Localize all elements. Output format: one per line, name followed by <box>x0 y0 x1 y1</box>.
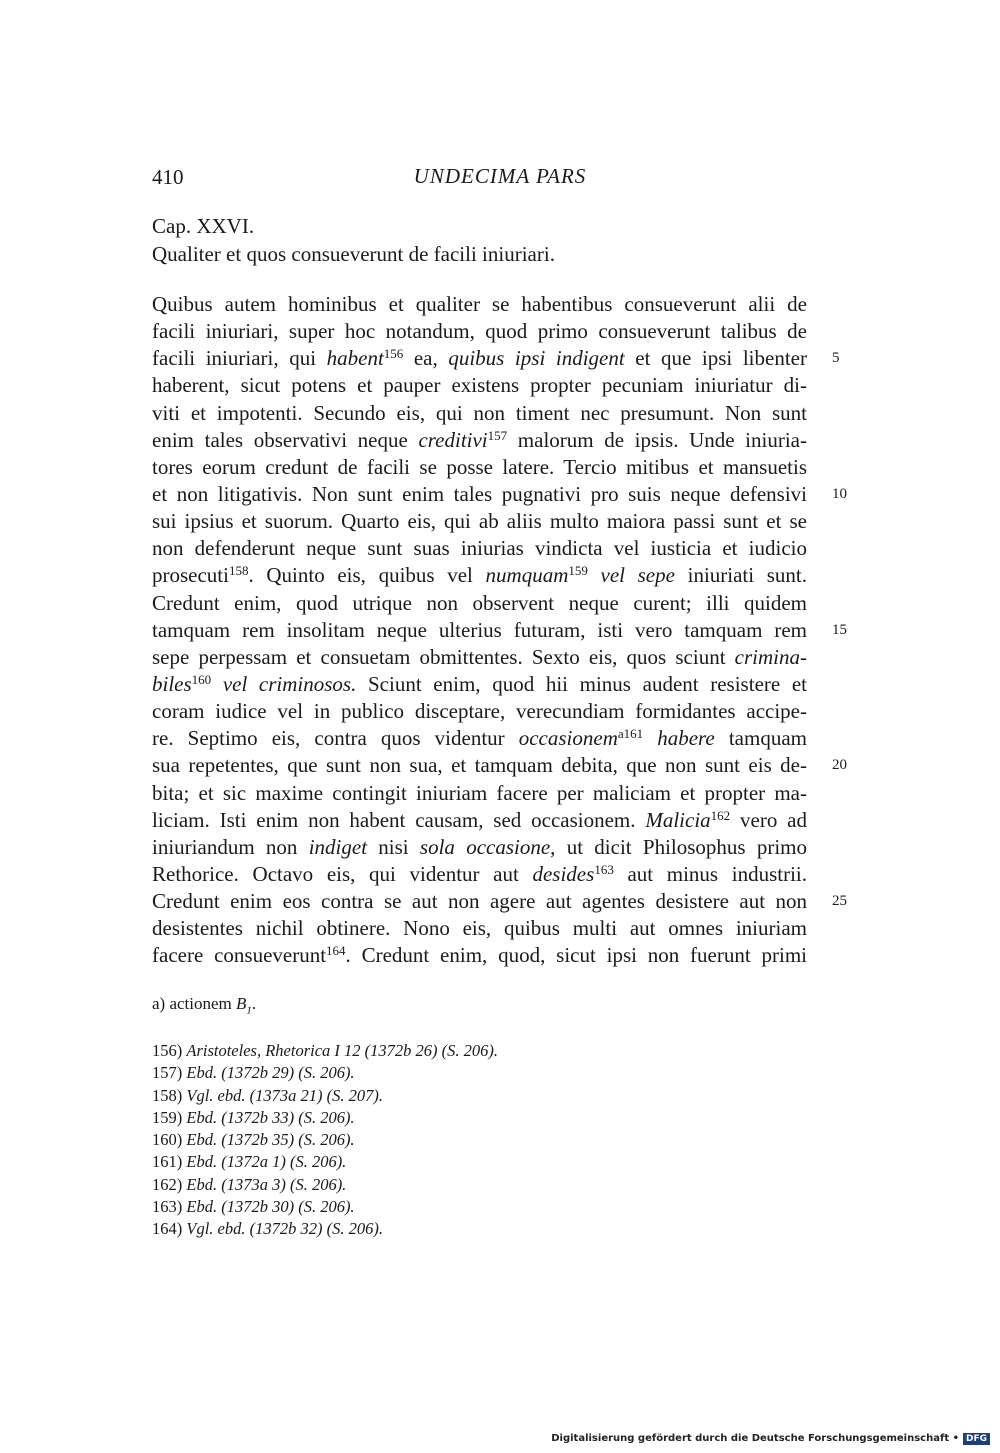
text-line: tamquam rem insolitam neque ulterius futuram, isti vero tamquam rem 15 <box>152 617 807 644</box>
chapter-title: Qualiter et quos consueverunt de facili iniuriari. <box>152 242 555 266</box>
digitization-credit: Digitalisierung gefördert durch die Deutsche Forschungsgemeinschaft • DFG <box>551 1433 990 1445</box>
text-line: haberent, sicut potens et pauper existens propter pecuniam iniuriatur di- <box>152 373 807 398</box>
text-line: tores eorum credunt de facili se posse latere. Tercio mitibus et mansuetis <box>152 454 807 479</box>
footnote: 164) Vgl. ebd. (1372b 32) (S. 206). <box>152 1219 383 1239</box>
body-text <box>152 291 847 970</box>
footnote: 163) Ebd. (1372b 30) (S. 206). <box>152 1197 355 1217</box>
footnote: 160) Ebd. (1372b 35) (S. 206). <box>152 1130 355 1150</box>
line-number: 5 <box>832 350 840 367</box>
variant-note: a) actionem $B_1$. <box>152 994 257 1017</box>
footnote: 162) Ebd. (1373a 3) (S. 206). <box>152 1174 347 1194</box>
text-line: sua repetentes, que sunt non sua, et tamquam debita, que non sunt eis de- 20 <box>152 752 807 779</box>
line-number: 10 <box>832 485 847 502</box>
line-number: 25 <box>832 893 847 910</box>
text-line: facere consueverunt$^{164}$. Credunt enim, quod, sicut ipsi non fuerunt primi <box>152 943 808 968</box>
text-line: facili iniuriari, super hoc notandum, quod primo consueverunt talibus de <box>152 319 807 344</box>
text-line: viti et impotenti. Secundo eis, qui non timent nec presumunt. Non sunt <box>152 400 807 425</box>
footnote: 158) Vgl. ebd. (1373a 21) (S. 207). <box>152 1085 383 1105</box>
page-number: 410 <box>152 165 184 189</box>
text-line: desistentes nichil obtinere. Nono eis, quibus multi aut omnes iniuriam <box>152 916 807 941</box>
text-line: biles$^{160}$ vel criminosos. Sciunt enim, quod hii minus audent resistere et <box>152 671 807 696</box>
text-line: iniuriandum non indiget nisi sola occasione, ut dicit Philosophus primo <box>152 834 808 859</box>
footnote: 159) Ebd. (1372b 33) (S. 206). <box>152 1107 355 1127</box>
footnote: 161) Ebd. (1372a 1) (S. 206). <box>152 1152 347 1172</box>
text-line: et non litigativis. Non sunt enim tales pugnativi pro suis neque defensivi 10 <box>152 481 807 508</box>
text-line: sepe perpessam et consuetam obmittentes. Sexto eis, quos sciunt crimina- <box>152 644 807 669</box>
footnote: 156) Aristoteles, Rhetorica I 12 (1372b 26) (S. 206). <box>152 1041 498 1060</box>
text-line: Credunt enim eos contra se aut non agere aut agentes desistere aut non 25 <box>152 888 807 915</box>
text-line: facili iniuriari, qui habent$^{156}$ ea, quibus ipsi indigent et que ipsi libenter 5 <box>152 345 807 372</box>
line-number: 15 <box>832 621 847 638</box>
footnotes <box>152 1040 498 1241</box>
text-line: re. Septimo eis, contra quos videntur occasionem$^{a161}$ habere tamquam <box>152 726 807 751</box>
footnote: 157) Ebd. (1372b 29) (S. 206). <box>152 1063 355 1083</box>
chapter-number: Cap. XXVI. <box>152 214 255 238</box>
text-line: Quibus autem hominibus et qualiter se habentibus consueverunt alii de <box>152 292 807 316</box>
text-line: prosecuti$^{158}$. Quinto eis, quibus vel numquam$^{159}$ vel sepe iniuriati sunt. <box>152 563 808 588</box>
text-line: liciam. Isti enim non habent causam, sed occasionem. Malicia$^{162}$ vero ad <box>152 807 807 832</box>
text-line: coram iudice vel in publico disceptare, verecundiam formidantes accipe- <box>152 699 807 724</box>
dfg-logo: DFG <box>963 1433 990 1445</box>
text-line: Rethorice. Octavo eis, qui videntur aut desides$^{163}$ aut minus industrii. <box>152 861 808 886</box>
chapter-heading <box>152 212 555 268</box>
text-line: enim tales observativi neque creditivi$^{157}$ malorum de ipsis. Unde iniuria- <box>152 427 807 452</box>
text-line: Credunt enim, quod utrique non observent neque curent; illi quidem <box>152 590 807 615</box>
text-line: sui ipsius et suorum. Quarto eis, qui ab aliis multo maiora passi sunt et se <box>152 509 807 534</box>
text-line: bita; et sic maxime contingit iniuriam facere per maliciam et propter ma- <box>152 780 807 805</box>
text-line: non defenderunt neque sunt suas iniurias vindicta vel iusticia et iudicio <box>152 536 807 561</box>
line-number: 20 <box>832 757 847 774</box>
running-head: UNDECIMA PARS <box>413 164 587 188</box>
